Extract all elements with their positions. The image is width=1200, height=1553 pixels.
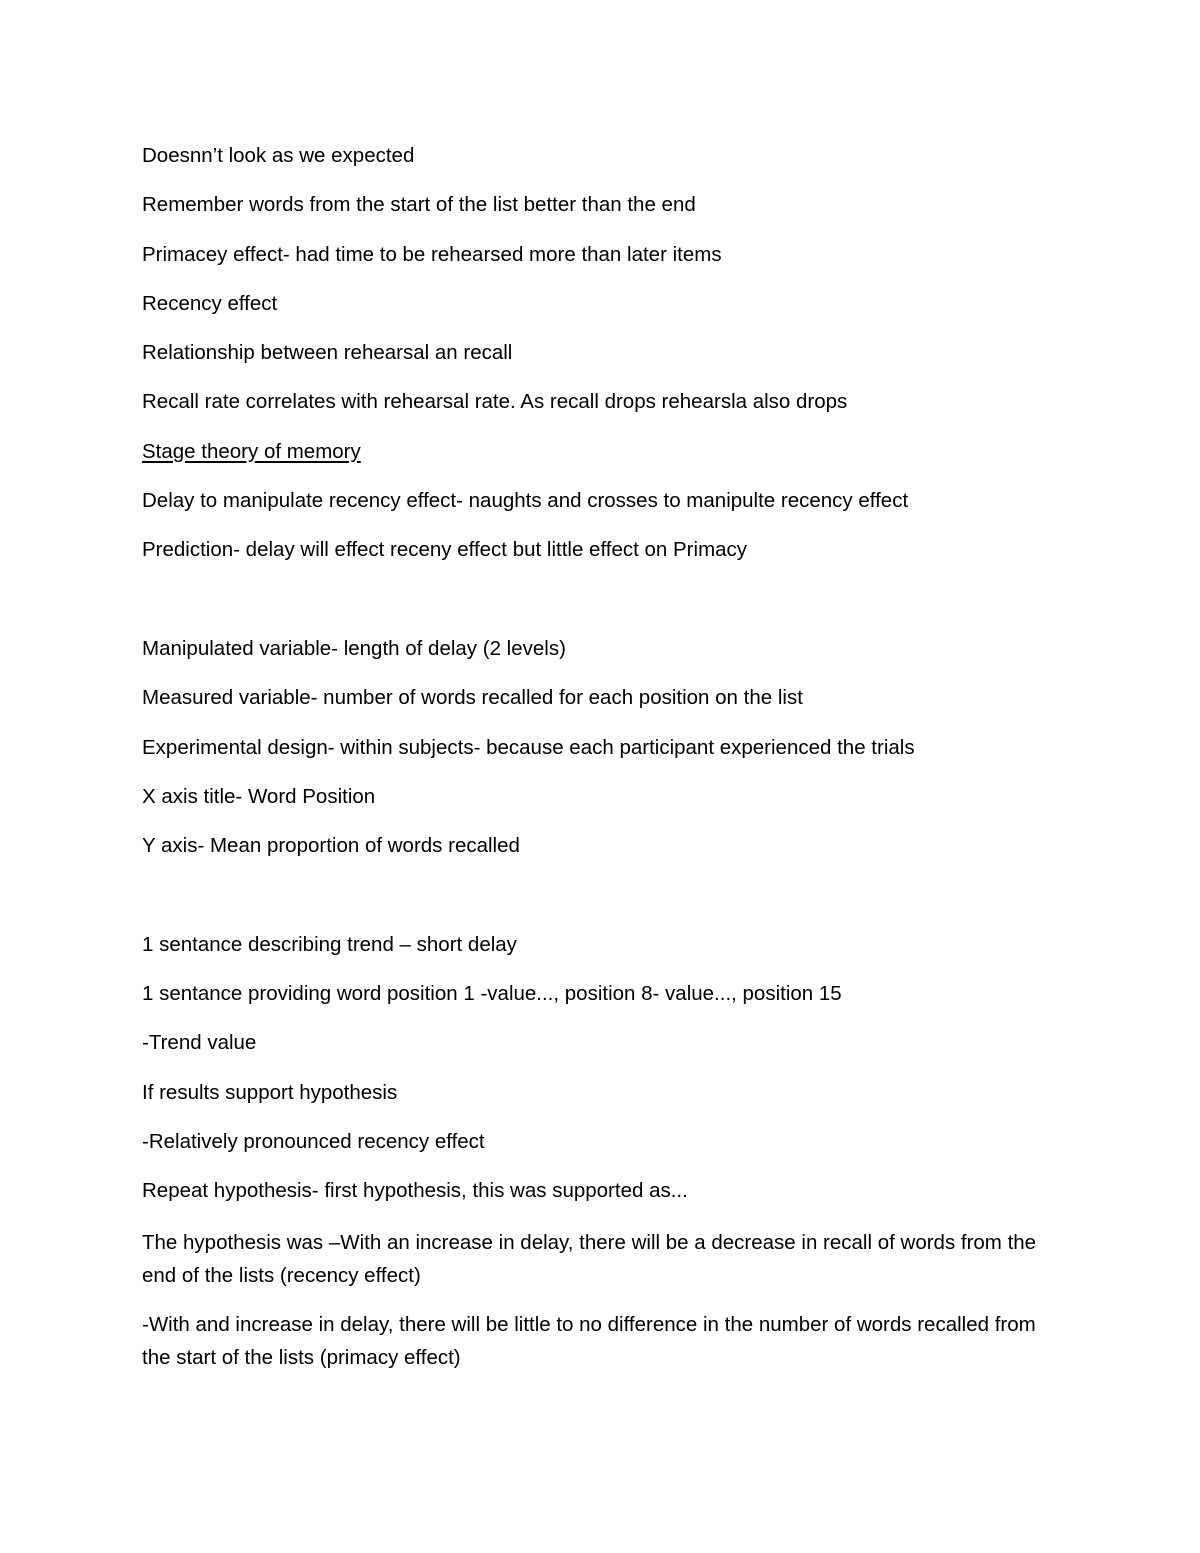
note-line: If results support hypothesis (142, 1080, 398, 1104)
note-line: -Trend value (142, 1031, 257, 1055)
note-line: Doesnn’t look as we expected (142, 144, 415, 167)
document-body (142, 141, 1062, 1390)
note-line: Relationship between rehearsal an recall (142, 341, 513, 365)
note-line: Recall rate correlates with rehearsal rate. As recall drops rehearsla also drops (142, 390, 848, 414)
note-paragraph: The hypothesis was –With an increase in delay, there will be a decrease in recall of words from the end of the lists (recency effect) (142, 1230, 1037, 1287)
note-line: X axis title- Word Position (142, 784, 376, 808)
blank-line (142, 880, 1062, 929)
note-line: Delay to manipulate recency effect- naughts and crosses to manipulte recency effect (142, 489, 909, 513)
note-line: Prediction- delay will effect receny effect but little effect on Primacy (142, 538, 748, 562)
note-line: Repeat hypothesis- first hypothesis, this was supported as... (142, 1179, 688, 1203)
note-line: Remember words from the start of the list better than the end (142, 193, 696, 217)
note-line: Primacey effect- had time to be rehearsed more than later items (142, 242, 722, 266)
note-line: Manipulated variable- length of delay (2 levels) (142, 636, 566, 660)
note-line: -Relatively pronounced recency effect (142, 1129, 485, 1153)
note-line: Measured variable- number of words recalled for each position on the list (142, 686, 803, 710)
blank-line (142, 585, 1062, 634)
note-line: Y axis- Mean proportion of words recalled (142, 834, 520, 858)
note-line: 1 sentance providing word position 1 -value..., position 8- value..., position 15 (142, 982, 842, 1006)
note-line: Recency effect (142, 291, 278, 315)
note-paragraph: -With and increase in delay, there will be little to no difference in the number of words recalled from the start of the lists (primacy effect) (142, 1312, 1036, 1369)
note-line: 1 sentance describing trend – short delay (142, 932, 517, 956)
note-line: Experimental design- within subjects- because each participant experienced the trials (142, 735, 915, 759)
section-heading-underlined: Stage theory of memory (142, 439, 361, 463)
